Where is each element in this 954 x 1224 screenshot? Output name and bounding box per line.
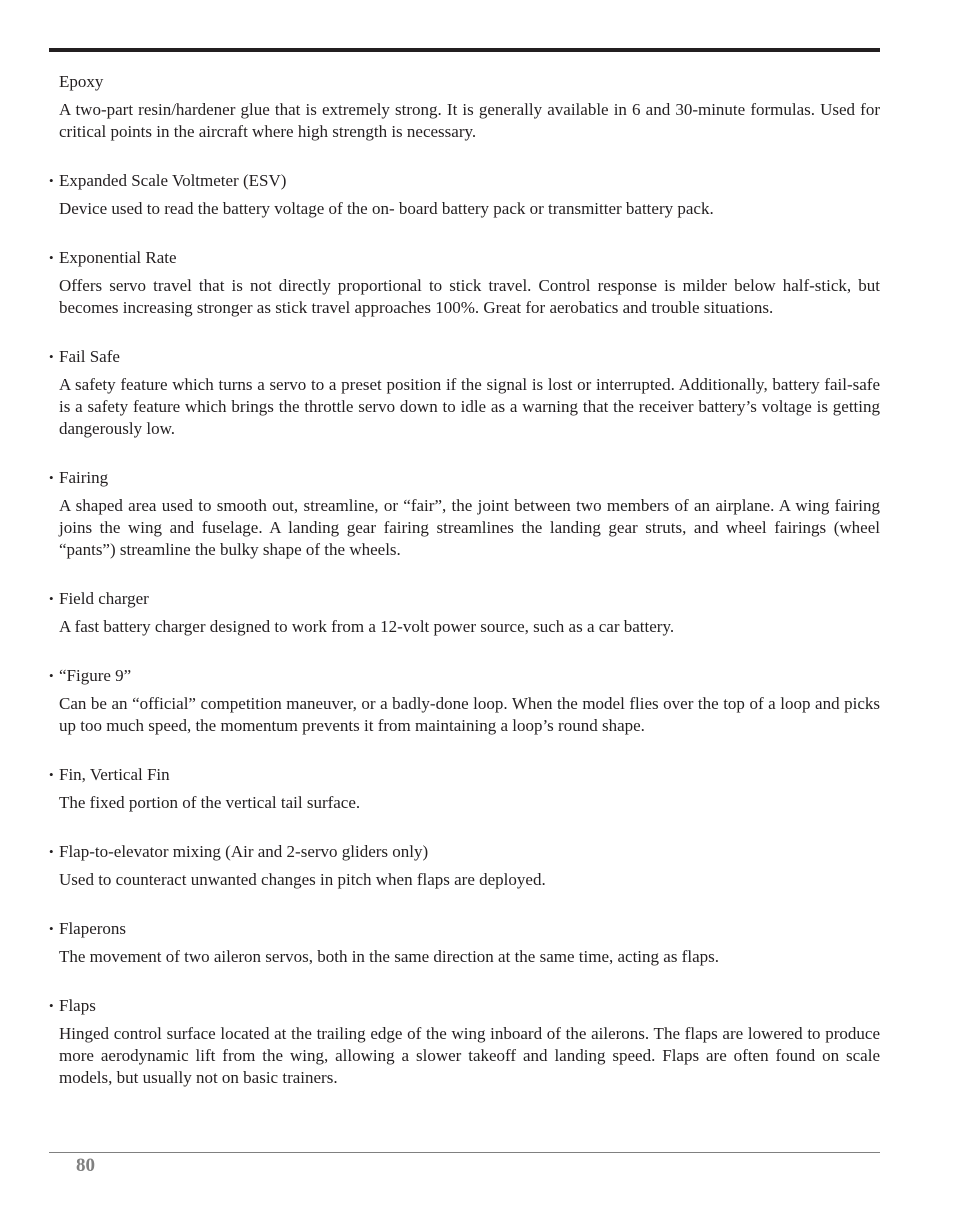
glossary-entry — [49, 588, 880, 638]
glossary-entry — [49, 346, 880, 440]
glossary-entry — [49, 918, 880, 968]
term-label: Flaps — [59, 996, 96, 1015]
bullet-icon: • — [49, 668, 54, 683]
footer-rule — [49, 1152, 880, 1153]
glossary-body — [49, 71, 880, 1116]
glossary-term — [49, 764, 880, 786]
glossary-definition: Can be an “official” competition maneuver, or a badly-done loop. When the model flies over the top of a loop and picks up too much speed, the momentum prevents it from maintaining a loop’s round shape. — [59, 694, 880, 735]
glossary-entry — [49, 665, 880, 737]
glossary-definition: The movement of two aileron servos, both in the same direction at the same time, acting as flaps. — [59, 947, 719, 966]
glossary-term — [49, 918, 880, 940]
bullet-icon: • — [49, 349, 54, 364]
bullet-icon: • — [49, 470, 54, 485]
term-label: Field charger — [59, 589, 149, 608]
term-label: Flaperons — [59, 919, 127, 938]
term-label: Expanded Scale Voltmeter (ESV) — [59, 171, 287, 190]
term-label: Fairing — [59, 468, 109, 487]
bullet-icon: • — [49, 173, 54, 188]
bullet-icon: • — [49, 767, 54, 782]
glossary-definition: Offers servo travel that is not directly proportional to stick travel. Control response is milder below half-stick, but becomes increasing stronger as stick travel approaches 100%. Great for aerobatics and trouble situations. — [59, 276, 880, 317]
glossary-term — [49, 346, 880, 368]
glossary-entry — [49, 247, 880, 319]
bullet-icon: • — [49, 250, 54, 265]
glossary-definition: A shaped area used to smooth out, streamline, or “fair”, the joint between two members of an airplane. A wing fairing joins the wing and fuselage. A landing gear fairing streamlines the landing gear struts, and wheel fairings (wheel “pants”) streamline the bulky shape of the wheels. — [59, 496, 880, 559]
glossary-entry — [49, 71, 880, 143]
glossary-term — [49, 995, 880, 1017]
term-label: Epoxy — [59, 72, 104, 91]
term-label: Exponential Rate — [59, 248, 177, 267]
term-label: Fail Safe — [59, 347, 120, 366]
term-label: Fin, Vertical Fin — [59, 765, 170, 784]
glossary-entry — [49, 467, 880, 561]
glossary-entry — [49, 995, 880, 1089]
glossary-term — [49, 588, 880, 610]
glossary-definition: A fast battery charger designed to work from a 12-volt power source, such as a car battery. — [59, 617, 675, 636]
bullet-icon: • — [49, 998, 54, 1013]
term-label: Flap-to-elevator mixing (Air and 2-servo gliders only) — [59, 842, 429, 861]
bullet-icon: • — [49, 921, 54, 936]
glossary-term — [49, 841, 880, 863]
term-label: “Figure 9” — [59, 666, 132, 685]
top-rule — [49, 48, 880, 52]
glossary-entry — [49, 170, 880, 220]
glossary-definition: The fixed portion of the vertical tail surface. — [59, 793, 361, 812]
page-number: 80 — [76, 1155, 95, 1176]
glossary-definition: Used to counteract unwanted changes in pitch when flaps are deployed. — [59, 870, 546, 889]
bullet-icon: • — [49, 844, 54, 859]
glossary-definition: Hinged control surface located at the trailing edge of the wing inboard of the ailerons. The flaps are lowered to produce more aerodynamic lift from the wing, allowing a slower takeoff and landing speed. Flaps are often found on scale models, but usually not on basic trainers. — [59, 1024, 880, 1087]
glossary-term — [49, 467, 880, 489]
glossary-term — [49, 247, 880, 269]
glossary-entry — [49, 841, 880, 891]
glossary-term — [49, 71, 880, 93]
bullet-icon: • — [49, 591, 54, 606]
glossary-definition: A safety feature which turns a servo to a preset position if the signal is lost or interrupted. Additionally, battery fail-safe is a safety feature which brings the throttle servo down to idle as a warning that the receiver battery’s voltage is getting dangerously low. — [59, 375, 880, 438]
glossary-term — [49, 665, 880, 687]
glossary-definition: Device used to read the battery voltage of the on- board battery pack or transmitter battery pack. — [59, 199, 714, 218]
glossary-definition: A two-part resin/hardener glue that is extremely strong. It is generally available in 6 and 30-minute formulas. Used for critical points in the aircraft where high strength is necessary. — [59, 100, 880, 141]
glossary-term — [49, 170, 880, 192]
glossary-entry — [49, 764, 880, 814]
